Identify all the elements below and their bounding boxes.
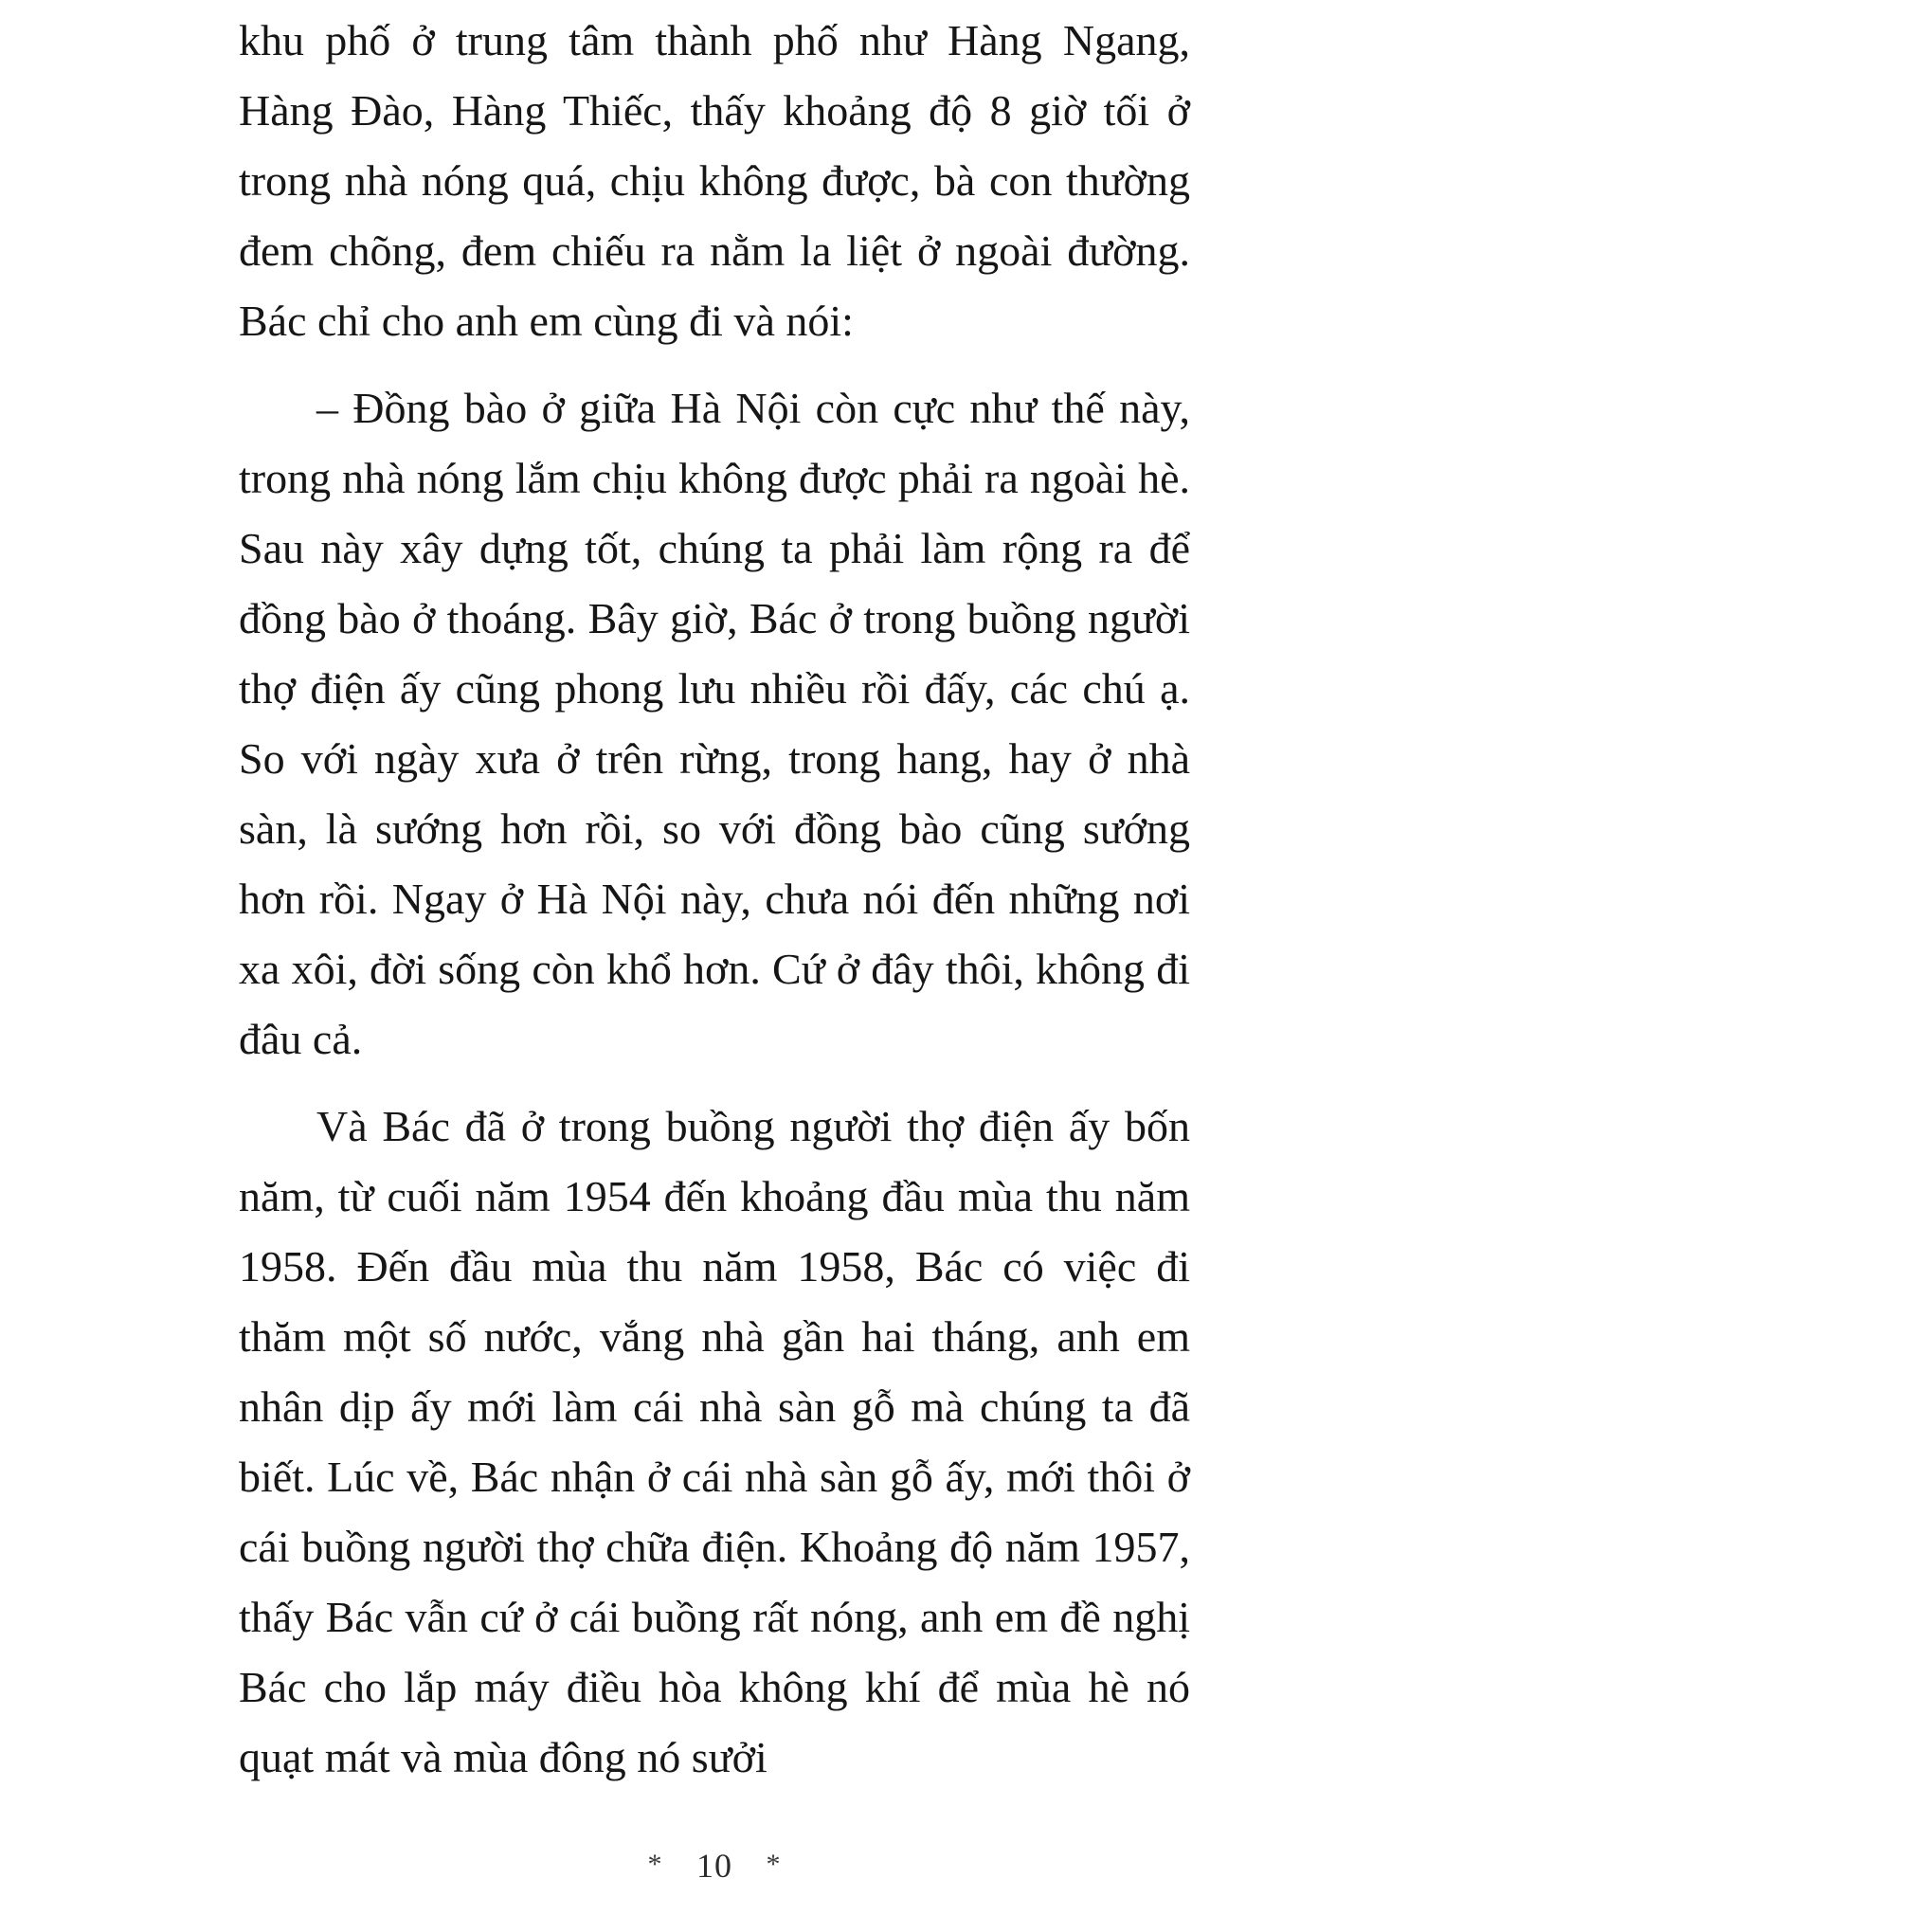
- footer-asterisk-right: *: [766, 1849, 782, 1880]
- page-text-block: [239, 6, 1190, 1793]
- paragraph: – Đồng bào ở giữa Hà Nội còn cực như thế này, trong nhà nóng lắm chịu không được phải ra ngoài hè. Sau này xây dựng tốt, chúng ta phải làm rộng ra để đồng bào ở thoáng. Bây giờ, Bác ở trong buồng người thợ điện ấy cũng phong lưu nhiều rồi đấy, các chú ạ. So với ngày xưa ở trên rừng, trong hang, hay ở nhà sàn, là sướng hơn rồi, so với đồng bào cũng sướng hơn rồi. Ngay ở Hà Nội này, chưa nói đến những nơi xa xôi, đời sống còn khổ hơn. Cứ ở đây thôi, không đi đâu cả.: [239, 384, 1190, 1063]
- page-number: 10: [696, 1847, 732, 1885]
- footer-asterisk-left: *: [647, 1849, 663, 1880]
- paragraph: Và Bác đã ở trong buồng người thợ điện ấy bốn năm, từ cuối năm 1954 đến khoảng đầu mùa thu năm 1958. Đến đầu mùa thu năm 1958, Bác có việc đi thăm một số nước, vắng nhà gần hai tháng, anh em nhân dịp ấy mới làm cái nhà sàn gỗ mà chúng ta đã biết. Lúc về, Bác nhận ở cái nhà sàn gỗ ấy, mới thôi ở cái buồng người thợ chữa điện. Khoảng độ năm 1957, thấy Bác vẫn cứ ở cái buồng rất nóng, anh em đề nghị Bác cho lắp máy điều hòa không khí để mùa hè nó quạt mát và mùa đông nó sưởi: [239, 1102, 1190, 1781]
- paragraph: khu phố ở trung tâm thành phố như Hàng Ngang, Hàng Đào, Hàng Thiếc, thấy khoảng độ 8 giờ tối ở trong nhà nóng quá, chịu không được, bà con thường đem chõng, đem chiếu ra nằm la liệt ở ngoài đường. Bác chỉ cho anh em cùng đi và nói:: [239, 16, 1190, 345]
- page-footer: [239, 1846, 1190, 1886]
